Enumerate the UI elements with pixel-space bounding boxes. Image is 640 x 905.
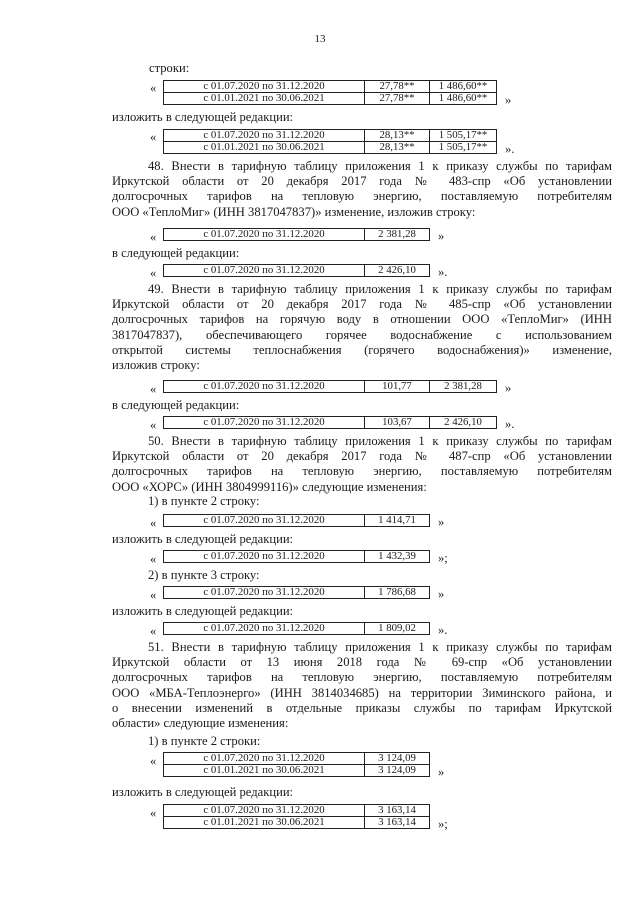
tariff-table bbox=[163, 622, 430, 635]
page-number: 13 bbox=[314, 33, 326, 45]
tariff-value-cell: 1 414,71 bbox=[365, 515, 430, 527]
table-row bbox=[164, 587, 430, 599]
tariff-value-cell: 1 505,17** bbox=[430, 130, 497, 142]
open-quote: « bbox=[150, 230, 157, 244]
paragraph-line: 48. Внести в тарифную таблицу приложения 1 к приказу службы по тарифам bbox=[148, 159, 612, 173]
close-quote: ». bbox=[505, 417, 515, 431]
table-row bbox=[164, 551, 430, 563]
tariff-table bbox=[163, 264, 430, 277]
text-line: 1) в пункте 2 строку: bbox=[148, 494, 260, 508]
tariff-value-cell: 1 809,02 bbox=[365, 623, 430, 635]
text-line: в следующей редакции: bbox=[112, 246, 240, 260]
open-quote: « bbox=[150, 624, 157, 638]
text-line: изложить в следующей редакции: bbox=[112, 785, 294, 799]
table-row bbox=[164, 805, 430, 817]
paragraph-line: Иркутской области от 20 декабря 2017 года № 487-спр «Об установлении bbox=[112, 449, 612, 464]
paragraph-line: ООО «МБА-Теплоэнерго» (ИНН 3814034685) на территории Зиминского района, и bbox=[112, 685, 612, 700]
text-line: изложить в следующей редакции: bbox=[112, 110, 294, 124]
text-line: изложить в следующей редакции: bbox=[112, 604, 294, 618]
tariff-value-cell: 2 426,10 bbox=[365, 265, 430, 277]
period-cell: с 01.07.2020 по 31.12.2020 bbox=[164, 381, 365, 393]
paragraph-line: изложив строку: bbox=[112, 358, 200, 373]
tariff-table bbox=[163, 129, 497, 154]
period-cell: с 01.01.2021 по 30.06.2021 bbox=[164, 142, 365, 154]
period-cell: с 01.01.2021 по 30.06.2021 bbox=[164, 817, 365, 829]
text-line: строки: bbox=[149, 61, 190, 75]
table-row bbox=[164, 93, 497, 105]
tariff-table bbox=[163, 804, 430, 829]
open-quote: « bbox=[150, 418, 157, 432]
table-row bbox=[164, 142, 497, 154]
tariff-value-cell: 1 486,60** bbox=[430, 93, 497, 105]
tariff-value-cell: 2 381,28 bbox=[365, 229, 430, 241]
period-cell: с 01.01.2021 по 30.06.2021 bbox=[164, 93, 365, 105]
period-cell: с 01.01.2021 по 30.06.2021 bbox=[164, 765, 365, 777]
close-quote: » bbox=[438, 765, 445, 779]
period-cell: с 01.07.2020 по 31.12.2020 bbox=[164, 515, 365, 527]
tariff-value-cell: 28,13** bbox=[365, 142, 430, 154]
tariff-value-cell: 28,13** bbox=[365, 130, 430, 142]
paragraph-line: 3817047837), обеспечивающего горячее водоснабжение с использованием bbox=[112, 327, 612, 342]
open-quote: « bbox=[150, 81, 157, 95]
close-quote: ». bbox=[505, 142, 515, 156]
close-quote: » bbox=[505, 381, 512, 395]
tariff-value-cell: 1 432,39 bbox=[365, 551, 430, 563]
tariff-value-cell: 3 163,14 bbox=[365, 817, 430, 829]
table-row bbox=[164, 753, 430, 765]
open-quote: « bbox=[150, 382, 157, 396]
table-row bbox=[164, 381, 497, 393]
text-line: 1) в пункте 2 строки: bbox=[148, 734, 261, 748]
tariff-value-cell: 2 381,28 bbox=[430, 381, 497, 393]
close-quote: »; bbox=[438, 551, 448, 565]
paragraph bbox=[112, 640, 612, 731]
paragraph-line: Иркутской области от 13 июня 2018 года № 69-спр «Об установлении bbox=[112, 655, 612, 670]
tariff-value-cell: 1 786,68 bbox=[365, 587, 430, 599]
close-quote: » bbox=[438, 515, 445, 529]
paragraph-line: 49. Внести в тарифную таблицу приложения 1 к приказу службы по тарифам bbox=[148, 282, 612, 296]
paragraph-line: 51. Внести в тарифную таблицу приложения 1 к приказу службы по тарифам bbox=[148, 640, 612, 654]
tariff-table bbox=[163, 380, 497, 393]
period-cell: с 01.07.2020 по 31.12.2020 bbox=[164, 753, 365, 765]
paragraph-line: области» следующие изменения: bbox=[112, 716, 289, 731]
period-cell: с 01.07.2020 по 31.12.2020 bbox=[164, 229, 365, 241]
tariff-value-cell: 3 124,09 bbox=[365, 765, 430, 777]
paragraph bbox=[112, 434, 612, 495]
table-row bbox=[164, 417, 497, 429]
tariff-value-cell: 3 163,14 bbox=[365, 805, 430, 817]
table-row bbox=[164, 265, 430, 277]
open-quote: « bbox=[150, 516, 157, 530]
close-quote: » bbox=[438, 587, 445, 601]
table-row bbox=[164, 817, 430, 829]
paragraph-line: Иркутской области от 20 декабря 2017 года № 483-спр «Об установлении bbox=[112, 174, 612, 189]
tariff-value-cell: 103,67 bbox=[365, 417, 430, 429]
text-line: изложить в следующей редакции: bbox=[112, 532, 294, 546]
tariff-value-cell: 2 426,10 bbox=[430, 417, 497, 429]
paragraph-line: открытой системы теплоснабжения (горячего водоснабжения)» изменение, bbox=[112, 342, 612, 357]
close-quote: » bbox=[505, 93, 512, 107]
open-quote: « bbox=[150, 552, 157, 566]
period-cell: с 01.07.2020 по 31.12.2020 bbox=[164, 130, 365, 142]
open-quote: « bbox=[150, 806, 157, 820]
close-quote: » bbox=[438, 229, 445, 243]
tariff-table bbox=[163, 514, 430, 527]
open-quote: « bbox=[150, 588, 157, 602]
paragraph-line: долгосрочных тарифов на тепловую энергию, поставляемую потребителям bbox=[112, 189, 612, 204]
close-quote: ». bbox=[438, 265, 448, 279]
paragraph-line: долгосрочных тарифов на горячую воду в отношении ООО «ТеплоМиг» (ИНН bbox=[112, 312, 612, 327]
table-row bbox=[164, 623, 430, 635]
paragraph bbox=[112, 159, 612, 220]
tariff-value-cell: 27,78** bbox=[365, 81, 430, 93]
period-cell: с 01.07.2020 по 31.12.2020 bbox=[164, 81, 365, 93]
period-cell: с 01.07.2020 по 31.12.2020 bbox=[164, 265, 365, 277]
tariff-table bbox=[163, 228, 430, 241]
tariff-table bbox=[163, 80, 497, 105]
tariff-value-cell: 1 486,60** bbox=[430, 81, 497, 93]
paragraph bbox=[112, 282, 612, 373]
text-line: в следующей редакции: bbox=[112, 398, 240, 412]
open-quote: « bbox=[150, 266, 157, 280]
open-quote: « bbox=[150, 130, 157, 144]
table-row bbox=[164, 81, 497, 93]
period-cell: с 01.07.2020 по 31.12.2020 bbox=[164, 805, 365, 817]
table-row bbox=[164, 130, 497, 142]
period-cell: с 01.07.2020 по 31.12.2020 bbox=[164, 417, 365, 429]
table-row bbox=[164, 765, 430, 777]
paragraph-line: 50. Внести в тарифную таблицу приложения 1 к приказу службы по тарифам bbox=[148, 434, 612, 448]
period-cell: с 01.07.2020 по 31.12.2020 bbox=[164, 623, 365, 635]
tariff-table bbox=[163, 586, 430, 599]
close-quote: ». bbox=[438, 623, 448, 637]
tariff-table bbox=[163, 752, 430, 777]
tariff-value-cell: 1 505,17** bbox=[430, 142, 497, 154]
paragraph-line: долгосрочных тарифов на тепловую энергию, поставляемую потребителям bbox=[112, 464, 612, 479]
tariff-value-cell: 3 124,09 bbox=[365, 753, 430, 765]
period-cell: с 01.07.2020 по 31.12.2020 bbox=[164, 551, 365, 563]
tariff-table bbox=[163, 550, 430, 563]
period-cell: с 01.07.2020 по 31.12.2020 bbox=[164, 587, 365, 599]
tariff-value-cell: 101,77 bbox=[365, 381, 430, 393]
table-row bbox=[164, 515, 430, 527]
text-line: 2) в пункте 3 строку: bbox=[148, 568, 260, 582]
tariff-table bbox=[163, 416, 497, 429]
paragraph-line: Иркутской области от 20 декабря 2017 года № 485-спр «Об установлении bbox=[112, 297, 612, 312]
open-quote: « bbox=[150, 754, 157, 768]
table-row bbox=[164, 229, 430, 241]
close-quote: »; bbox=[438, 817, 448, 831]
tariff-value-cell: 27,78** bbox=[365, 93, 430, 105]
paragraph-line: ООО «ХОРС» (ИНН 3804999116)» следующие изменения: bbox=[112, 479, 427, 494]
paragraph-line: долгосрочных тарифов на тепловую энергию, поставляемую потребителям bbox=[112, 670, 612, 685]
paragraph-line: ООО «ТеплоМиг» (ИНН 3817047837)» изменение, изложив строку: bbox=[112, 204, 476, 219]
paragraph-line: о внесении изменений в отдельные приказы службы по тарифам Иркутской bbox=[112, 700, 612, 715]
